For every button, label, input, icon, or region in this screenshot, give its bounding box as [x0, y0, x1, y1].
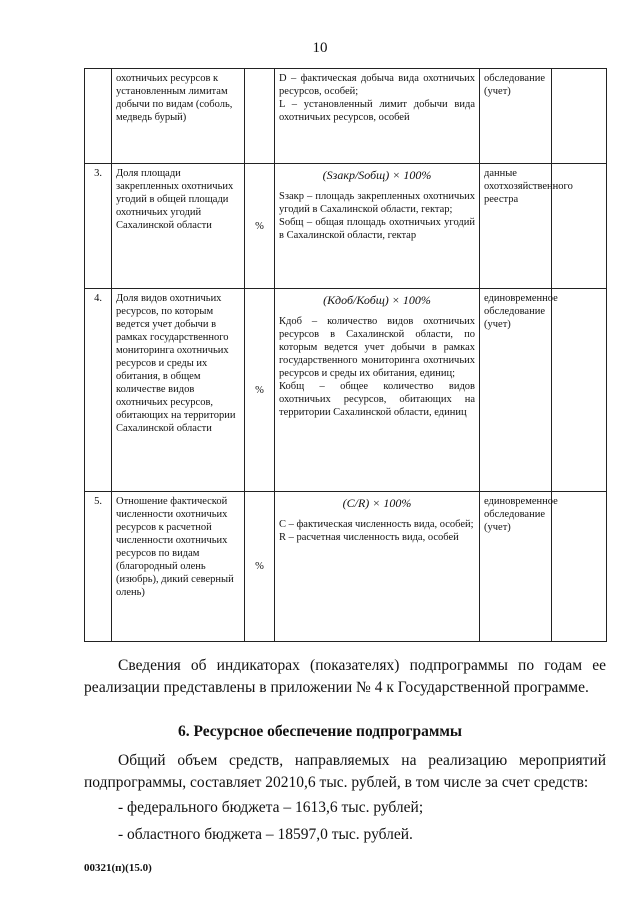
table-row	[85, 69, 607, 164]
extra-cell	[552, 492, 607, 642]
row-number: 4.	[85, 289, 112, 492]
formula-note: Кдоб – количество видов охотничьих ресурсов в Сахалинской области, по которым ведется учет добычи в рамках государственного мониторинга охотничьих ресурсов и среды их обитания, единиц;	[279, 316, 475, 379]
unit: %	[245, 289, 275, 492]
indicator-name: Доля видов охотничьих ресурсов, по которым ведется учет добычи в рамках государственного мониторинга охотничьих ресурсов и среды их обитания, в общем количестве видов охотничьих ресурсов, обитающих на территории Сахалинской области	[112, 289, 245, 492]
formula-note: D – фактическая добыча вида охотничьих ресурсов, особей;	[279, 73, 475, 97]
data-source: единовременное обследование (учет)	[480, 289, 552, 492]
indicator-name: охотничьих ресурсов к установленным лимитам добычи по видам (соболь, медведь бурый)	[112, 69, 245, 164]
formula: (C/R) × 100%	[342, 496, 412, 510]
formula-cell	[275, 492, 480, 642]
formula-note: C – фактическая численность вида, особей;	[279, 519, 474, 530]
indicators-table	[84, 68, 607, 642]
unit	[245, 69, 275, 164]
formula: (Кдоб/Кобщ) × 100%	[323, 293, 431, 307]
section-heading: 6. Ресурсное обеспечение подпрограммы	[177, 723, 463, 740]
extra-cell	[552, 69, 607, 164]
data-source: данные охотхозяйственного реестра	[480, 164, 552, 289]
table-row	[85, 164, 607, 289]
indicator-name: Доля площади закрепленных охотничьих угодий в общей площади охотничьих угодий Сахалинской области	[112, 164, 245, 289]
extra-cell	[552, 289, 607, 492]
data-source: обследование (учет)	[480, 69, 552, 164]
unit: %	[245, 492, 275, 642]
formula-cell	[275, 289, 480, 492]
funding-paragraph: Общий объем средств, направляемых на реализацию мероприятий подпрограммы, составляет 20210,6 тыс. рублей, в том числе за счет средств:	[84, 752, 606, 791]
formula-note: L – установленный лимит добычи вида охотничьих ресурсов, особей	[279, 99, 475, 123]
row-number	[85, 69, 112, 164]
formula-note: Sобщ – общая площадь охотничьих угодий в Сахалинской области, гектар	[279, 217, 475, 241]
formula-note: Sзакр – площадь закрепленных охотничьих угодий в Сахалинской области, гектар;	[279, 191, 475, 215]
formula-cell	[275, 69, 480, 164]
row-number: 5.	[85, 492, 112, 642]
formula-note: R – расчетная численность вида, особей	[279, 532, 459, 543]
table-row	[85, 289, 607, 492]
page-number: 10	[312, 40, 328, 56]
formula-note: Кобщ – общее количество видов охотничьих ресурсов, обитающих на территории Сахалинской области, единиц	[279, 381, 475, 418]
funding-item-federal: - федерального бюджета – 1613,6 тыс. рублей;	[118, 799, 424, 816]
row-number: 3.	[85, 164, 112, 289]
formula: (Sзакр/Sобщ) × 100%	[322, 168, 432, 182]
formula-cell	[275, 164, 480, 289]
document-code: 00321(п)(15.0)	[84, 862, 152, 874]
funding-item-regional: - областного бюджета – 18597,0 тыс. рублей.	[118, 826, 413, 843]
data-source: единовременное обследование (учет)	[480, 492, 552, 642]
indicator-name: Отношение фактической численности охотничьих ресурсов к расчетной численности охотничьих ресурсов по видам (благородный олень (изюбрь), дикий северный олень)	[112, 492, 245, 642]
indicators-paragraph: Сведения об индикаторах (показателях) подпрограммы по годам ее реализации представлены в приложении № 4 к Государственной программе.	[84, 657, 606, 696]
table-row	[85, 492, 607, 642]
unit: %	[245, 164, 275, 289]
